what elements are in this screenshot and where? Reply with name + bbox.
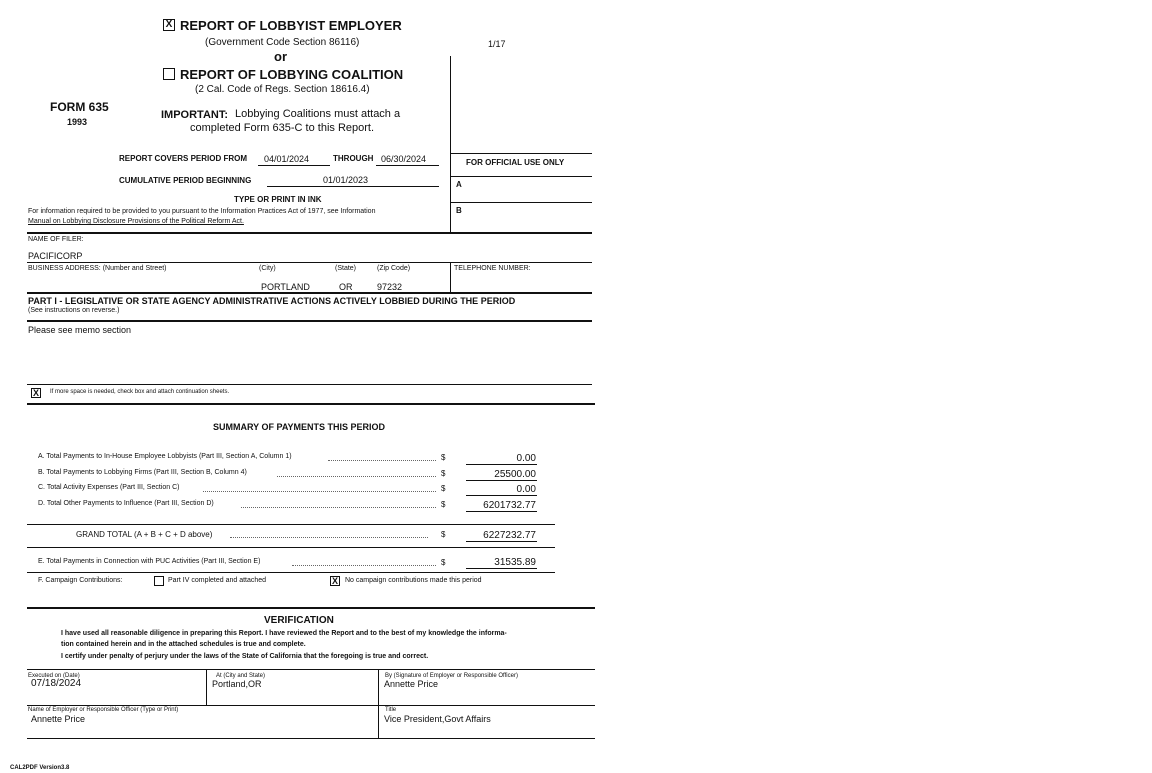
zip-label: (Zip Code)	[377, 265, 411, 272]
period-through-label: THROUGH	[333, 154, 374, 163]
grand-total-currency: $	[441, 530, 446, 539]
employer-checkbox[interactable]: X	[163, 19, 175, 31]
summary-row-b-leader	[277, 476, 436, 477]
summary-row-c-label: C. Total Activity Expenses (Part III, Section C)	[38, 484, 180, 491]
puc-bottom-rule	[27, 572, 555, 573]
continuation-text: If more space is needed, check box and attach continuation sheets.	[50, 389, 230, 395]
state-label: (State)	[335, 265, 357, 272]
summary-row-d-value[interactable]: 6201732.77	[483, 500, 536, 511]
state-value[interactable]: OR	[339, 282, 353, 292]
summary-row-a-leader	[328, 460, 436, 461]
phone-divider	[450, 262, 451, 293]
signature-bottom-rule	[27, 738, 595, 739]
campaign-label: F. Campaign Contributions:	[38, 577, 123, 584]
summary-row-b-underline	[466, 480, 537, 481]
summary-row-a-value[interactable]: 0.00	[516, 453, 536, 464]
official-use-label: FOR OFFICIAL USE ONLY	[466, 158, 565, 167]
at-label: At (City and State)	[216, 673, 266, 679]
signature-divider-2	[378, 669, 379, 739]
period-through-value[interactable]: 06/30/2024	[381, 154, 427, 164]
filer-top-rule	[27, 232, 592, 234]
part1-title: PART I - LEGISLATIVE OR STATE AGENCY ADMINISTRATIVE ACTIONS ACTIVELY LOBBIED DURING THE PERIOD	[28, 296, 516, 306]
official-b-label: B	[456, 206, 462, 215]
part4-checkbox[interactable]	[154, 576, 164, 586]
info-practices-line-2[interactable]: Manual on Lobbying Disclosure Provisions of the Political Reform Act.	[28, 218, 244, 225]
filer-name-label: NAME OF FILER:	[28, 236, 84, 243]
period-from-value[interactable]: 04/01/2024	[264, 154, 310, 164]
coalition-checkbox[interactable]	[163, 68, 175, 80]
summary-top-rule	[27, 403, 595, 405]
no-contributions-checkbox[interactable]: X	[331, 576, 338, 586]
official-a-rule	[450, 176, 592, 177]
summary-row-a-label: A. Total Payments to In-House Employee Lobbyists (Part III, Section A, Column 1)	[38, 453, 292, 460]
verification-line-2: tion contained herein and in the attached schedules is true and complete.	[61, 641, 306, 648]
type-print-notice: TYPE OR PRINT IN INK	[234, 195, 322, 204]
form-revision: 1/17	[488, 39, 506, 49]
grand-total-bottom-rule	[27, 547, 555, 548]
no-contributions-text: No campaign contributions made this period	[345, 577, 482, 584]
phone-label: TELEPHONE NUMBER:	[454, 265, 531, 272]
official-top-rule	[450, 153, 592, 154]
executed-value[interactable]: 07/18/2024	[31, 678, 82, 689]
coalition-report-title: REPORT OF LOBBYING COALITION	[180, 67, 404, 82]
signature-top-rule	[27, 669, 595, 670]
summary-row-d-label: D. Total Other Payments to Influence (Part III, Section D)	[38, 500, 214, 507]
grand-total-label: GRAND TOTAL (A + B + C + D above)	[76, 530, 213, 539]
period-from-underline	[258, 165, 330, 166]
grand-total-value[interactable]: 6227232.77	[483, 530, 536, 541]
puc-currency: $	[441, 558, 446, 567]
summary-row-a-underline	[466, 464, 537, 465]
part1-content-rule	[27, 320, 592, 322]
executed-label: Executed on (Date)	[28, 673, 80, 679]
verification-line-1: I have used all reasonable diligence in preparing this Report. I have reviewed the Report and to the best of my knowledge the informa-	[61, 630, 507, 637]
summary-row-b-value[interactable]: 25500.00	[494, 469, 536, 480]
official-b-rule	[450, 202, 592, 203]
employer-code-section: (Government Code Section 86116)	[205, 37, 360, 48]
grand-total-top-rule	[27, 524, 555, 525]
part1-bottom-rule	[27, 384, 592, 385]
puc-label: E. Total Payments in Connection with PUC Activities (Part III, Section E)	[38, 558, 261, 565]
official-a-label: A	[456, 180, 462, 189]
part1-top-rule	[27, 292, 592, 294]
signature-middle-rule	[27, 705, 595, 706]
important-text-2: completed Form 635-C to this Report.	[190, 122, 375, 134]
verification-line-3: I certify under penalty of perjury under the laws of the State of California that the foregoing is true and correct.	[61, 653, 429, 660]
summary-row-b-currency: $	[441, 469, 446, 478]
by-value[interactable]: Annette Price	[384, 679, 439, 689]
puc-value[interactable]: 31535.89	[494, 557, 536, 568]
employer-report-title: REPORT OF LOBBYIST EMPLOYER	[180, 18, 402, 33]
summary-title: SUMMARY OF PAYMENTS THIS PERIOD	[213, 422, 386, 432]
coalition-code-section: (2 Cal. Code of Regs. Section 18616.4)	[195, 84, 370, 95]
grand-total-leader	[230, 537, 428, 538]
filer-name-value[interactable]: PACIFICORP	[28, 251, 83, 261]
part1-content[interactable]: Please see memo section	[28, 325, 132, 335]
summary-row-d-currency: $	[441, 500, 446, 509]
puc-leader	[292, 565, 436, 566]
form-name: FORM 635	[50, 100, 109, 114]
at-value[interactable]: Portland,OR	[212, 679, 262, 689]
verification-top-rule	[27, 607, 595, 609]
city-label: (City)	[259, 265, 276, 272]
filer-name-rule	[27, 262, 592, 263]
version-footer: CAL2PDF Version3.8	[10, 765, 70, 771]
grand-total-underline	[466, 541, 537, 542]
summary-row-c-underline	[466, 495, 537, 496]
summary-row-d-leader	[241, 507, 436, 508]
puc-underline	[466, 568, 537, 569]
summary-row-b-label: B. Total Payments to Lobbying Firms (Part III, Section B, Column 4)	[38, 469, 247, 476]
period-from-label: REPORT COVERS PERIOD FROM	[119, 154, 248, 163]
summary-row-c-currency: $	[441, 484, 446, 493]
period-through-underline	[376, 165, 439, 166]
officer-name-label: Name of Employer or Responsible Officer (Type or Print)	[28, 707, 179, 713]
cumulative-underline	[267, 186, 439, 187]
form-year: 1993	[67, 117, 88, 127]
by-label: By (Signature of Employer or Responsible Officer)	[385, 673, 518, 679]
info-practices-line-1: For information required to be provided to you pursuant to the Information Practices Act of 1977, see Information	[28, 208, 376, 215]
or-text: or	[274, 49, 287, 64]
cumulative-label: CUMULATIVE PERIOD BEGINNING	[119, 176, 252, 185]
address-label: BUSINESS ADDRESS: (Number and Street)	[28, 265, 167, 272]
official-column-divider	[450, 56, 451, 232]
summary-row-d-underline	[466, 511, 537, 512]
summary-row-c-value[interactable]: 0.00	[516, 484, 536, 495]
verification-title: VERIFICATION	[264, 615, 334, 626]
summary-row-c-leader	[203, 491, 436, 492]
important-label: IMPORTANT:	[161, 109, 229, 121]
signature-divider-1	[206, 669, 207, 706]
zip-value[interactable]: 97232	[377, 282, 403, 292]
important-text-1: Lobbying Coalitions must attach a	[235, 108, 401, 120]
part4-text: Part IV completed and attached	[168, 577, 267, 584]
summary-row-a-currency: $	[441, 453, 446, 462]
part1-subtitle: (See instructions on reverse.)	[28, 307, 120, 314]
title-value[interactable]: Vice President,Govt Affairs	[384, 714, 491, 724]
officer-name-value[interactable]: Annette Price	[31, 714, 86, 724]
cumulative-value[interactable]: 01/01/2023	[323, 175, 369, 185]
continuation-checkbox[interactable]: X	[32, 388, 39, 398]
city-value[interactable]: PORTLAND	[261, 282, 310, 292]
title-label: Title	[385, 707, 397, 713]
